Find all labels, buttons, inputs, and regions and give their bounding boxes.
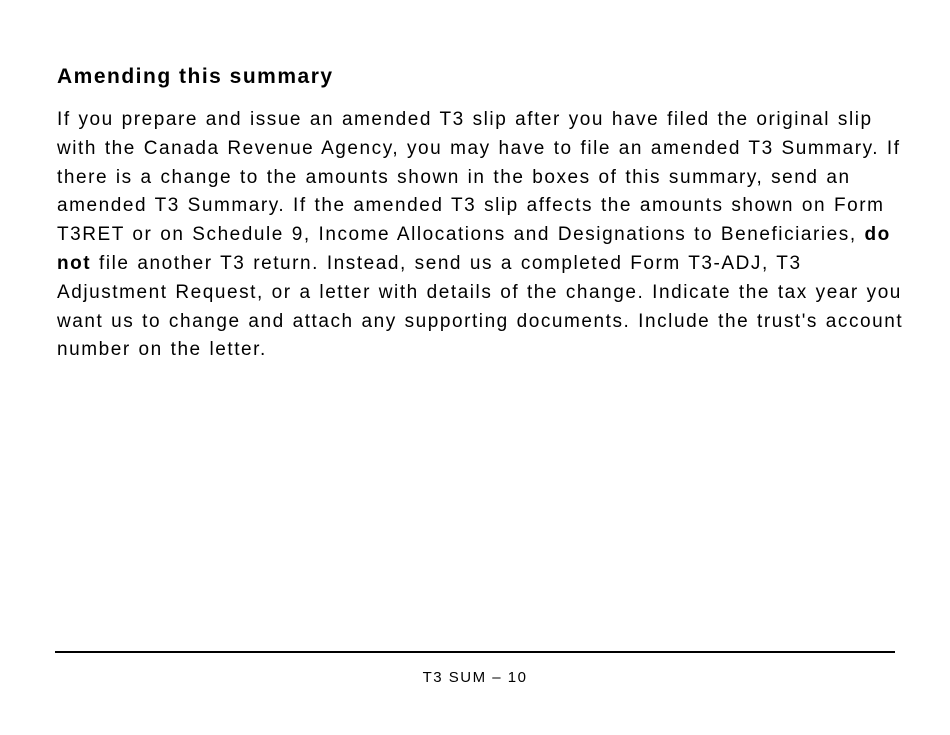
paragraph-text-part2: file another T3 return. Instead, send us a completed Form T3-ADJ, T3 Adjustment Request, or a letter with details of the change. Indicate the tax year you want us to change and attach any supporting documents. Include the trust's account number on the letter. <box>57 252 904 361</box>
paragraph-text-part1: If you prepare and issue an amended T3 slip after you have filed the original slip with the Canada Revenue Agency, you may have to file an amended T3 Summary. If there is a change to the amounts shown in the boxes of this summary, send an amended T3 Summary. If the amended T3 slip affects the amounts shown on Form T3RET or on Schedule 9, Income Allocations and Designations to Beneficiaries, <box>57 109 901 246</box>
footer-divider <box>55 651 895 653</box>
body-paragraph <box>57 106 907 365</box>
page-number: T3 SUM – 10 <box>422 669 528 686</box>
section-heading: Amending this summary <box>57 65 334 88</box>
paragraph-emphasis: do not <box>57 224 891 274</box>
